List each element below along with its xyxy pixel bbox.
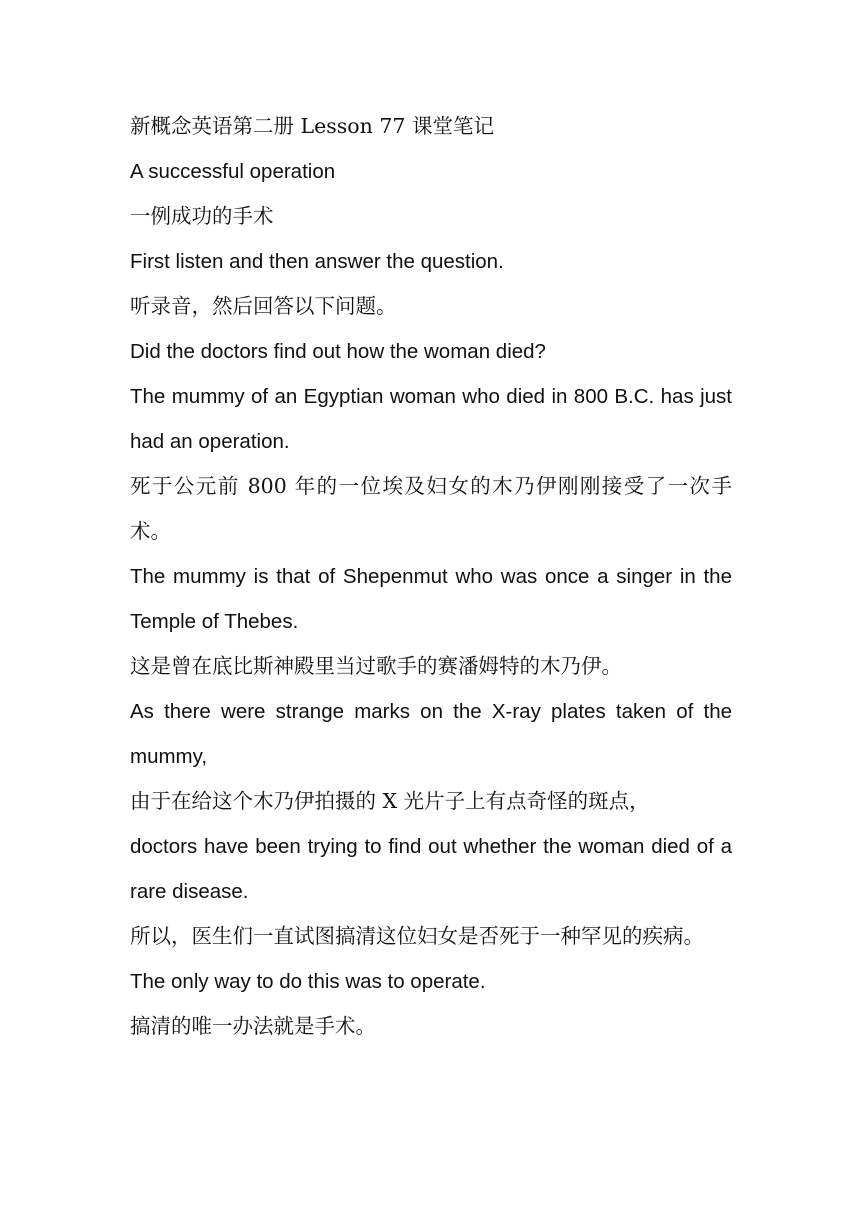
paragraph-zh: 所以，医生们一直试图搞清这位妇女是否死于一种罕见的疾病。 <box>130 924 704 948</box>
paragraph-en: As there were strange marks on the X-ray plates taken of the mummy, <box>130 700 732 768</box>
paragraph-en: The mummy of an Egyptian woman who died in 800 B.C. has just had an operation. <box>130 385 732 453</box>
paragraph-en: The only way to do this was to operate. <box>130 970 486 993</box>
question-text: Did the doctors find out how the woman died? <box>130 340 546 363</box>
paragraph-zh: 搞清的唯一办法就是手术。 <box>130 1014 376 1038</box>
lesson-title-zh: 一例成功的手术 <box>130 204 274 228</box>
document-body <box>130 104 732 1049</box>
paragraph-zh: 死于公元前 800 年的一位埃及妇女的木乃伊刚刚接受了一次手术。 <box>130 474 732 543</box>
document-title: 新概念英语第二册 Lesson 77 课堂笔记 <box>130 114 494 138</box>
lesson-title-en: A successful operation <box>130 160 336 183</box>
instruction-zh: 听录音，然后回答以下问题。 <box>130 294 397 318</box>
instruction-en: First listen and then answer the question. <box>130 250 504 273</box>
paragraph-zh: 由于在给这个木乃伊拍摄的 X 光片子上有点奇怪的斑点， <box>130 789 650 813</box>
paragraph-en: The mummy is that of Shepenmut who was once a singer in the Temple of Thebes. <box>130 565 732 633</box>
paragraph-zh: 这是曾在底比斯神殿里当过歌手的赛潘姆特的木乃伊。 <box>130 654 622 678</box>
paragraph-en: doctors have been trying to find out whether the woman died of a rare disease. <box>130 835 732 903</box>
